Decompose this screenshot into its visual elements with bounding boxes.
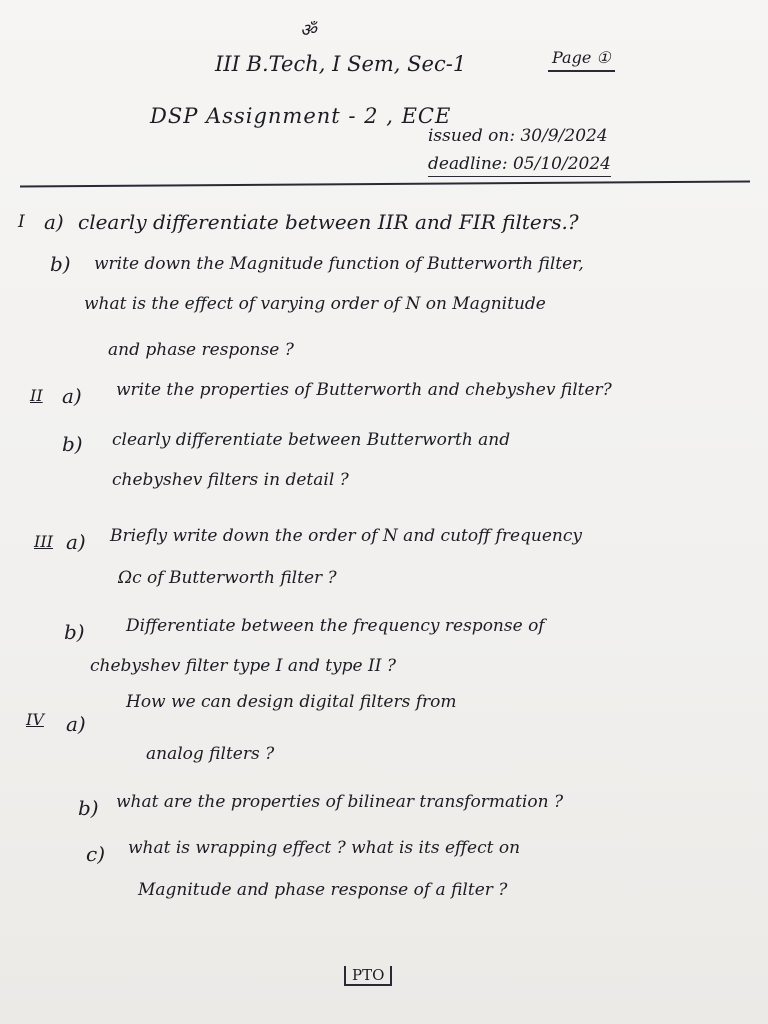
part-label: b)	[64, 620, 85, 644]
question-text: How we can design digital filters from	[126, 692, 457, 712]
part-label: b)	[62, 432, 83, 456]
part-label: b)	[78, 796, 99, 820]
please-turn-over-label: PTO	[344, 966, 392, 986]
question-number: III	[34, 532, 53, 551]
question-text: clearly differentiate between Butterworth and	[112, 430, 511, 450]
question-text: what is wrapping effect ? what is its effect on	[128, 838, 521, 858]
question-text: analog filters ?	[146, 744, 275, 764]
deadline-date: deadline: 05/10/2024	[428, 152, 611, 177]
part-label: a)	[66, 530, 86, 554]
question-text: what are the properties of bilinear transformation ?	[116, 792, 564, 812]
question-number: II	[30, 386, 43, 405]
part-label: b)	[50, 252, 71, 276]
issued-on-date: issued on: 30/9/2024	[428, 126, 608, 146]
question-text: Magnitude and phase response of a filter ?	[138, 880, 508, 900]
page-number-label: Page ①	[548, 46, 615, 72]
part-label: a)	[44, 210, 64, 234]
part-label: a)	[66, 712, 86, 736]
course-line: III B.Tech, I Sem, Sec-1	[215, 52, 467, 76]
om-mark: ॐ	[300, 20, 317, 41]
question-text: Ωc of Butterworth filter ?	[118, 568, 337, 588]
question-number: IV	[26, 710, 44, 729]
question-text: and phase response ?	[108, 340, 294, 360]
part-label: a)	[62, 384, 82, 408]
question-text: Briefly write down the order of N and cutoff frequency	[110, 526, 582, 546]
question-text: write the properties of Butterworth and chebyshev filter?	[116, 380, 612, 400]
question-text: what is the effect of varying order of N on Magnitude	[84, 294, 546, 314]
question-text: chebyshev filters in detail ?	[112, 470, 349, 490]
question-text: write down the Magnitude function of Butterworth filter,	[94, 254, 584, 274]
question-text: clearly differentiate between IIR and FIR filters.?	[78, 210, 579, 234]
question-number: I	[18, 212, 25, 232]
part-label: c)	[86, 842, 106, 866]
header-divider	[20, 180, 750, 187]
question-text: Differentiate between the frequency response of	[126, 616, 545, 636]
question-text: chebyshev filter type I and type II ?	[90, 656, 396, 676]
assignment-title: DSP Assignment - 2 , ECE	[150, 104, 452, 128]
